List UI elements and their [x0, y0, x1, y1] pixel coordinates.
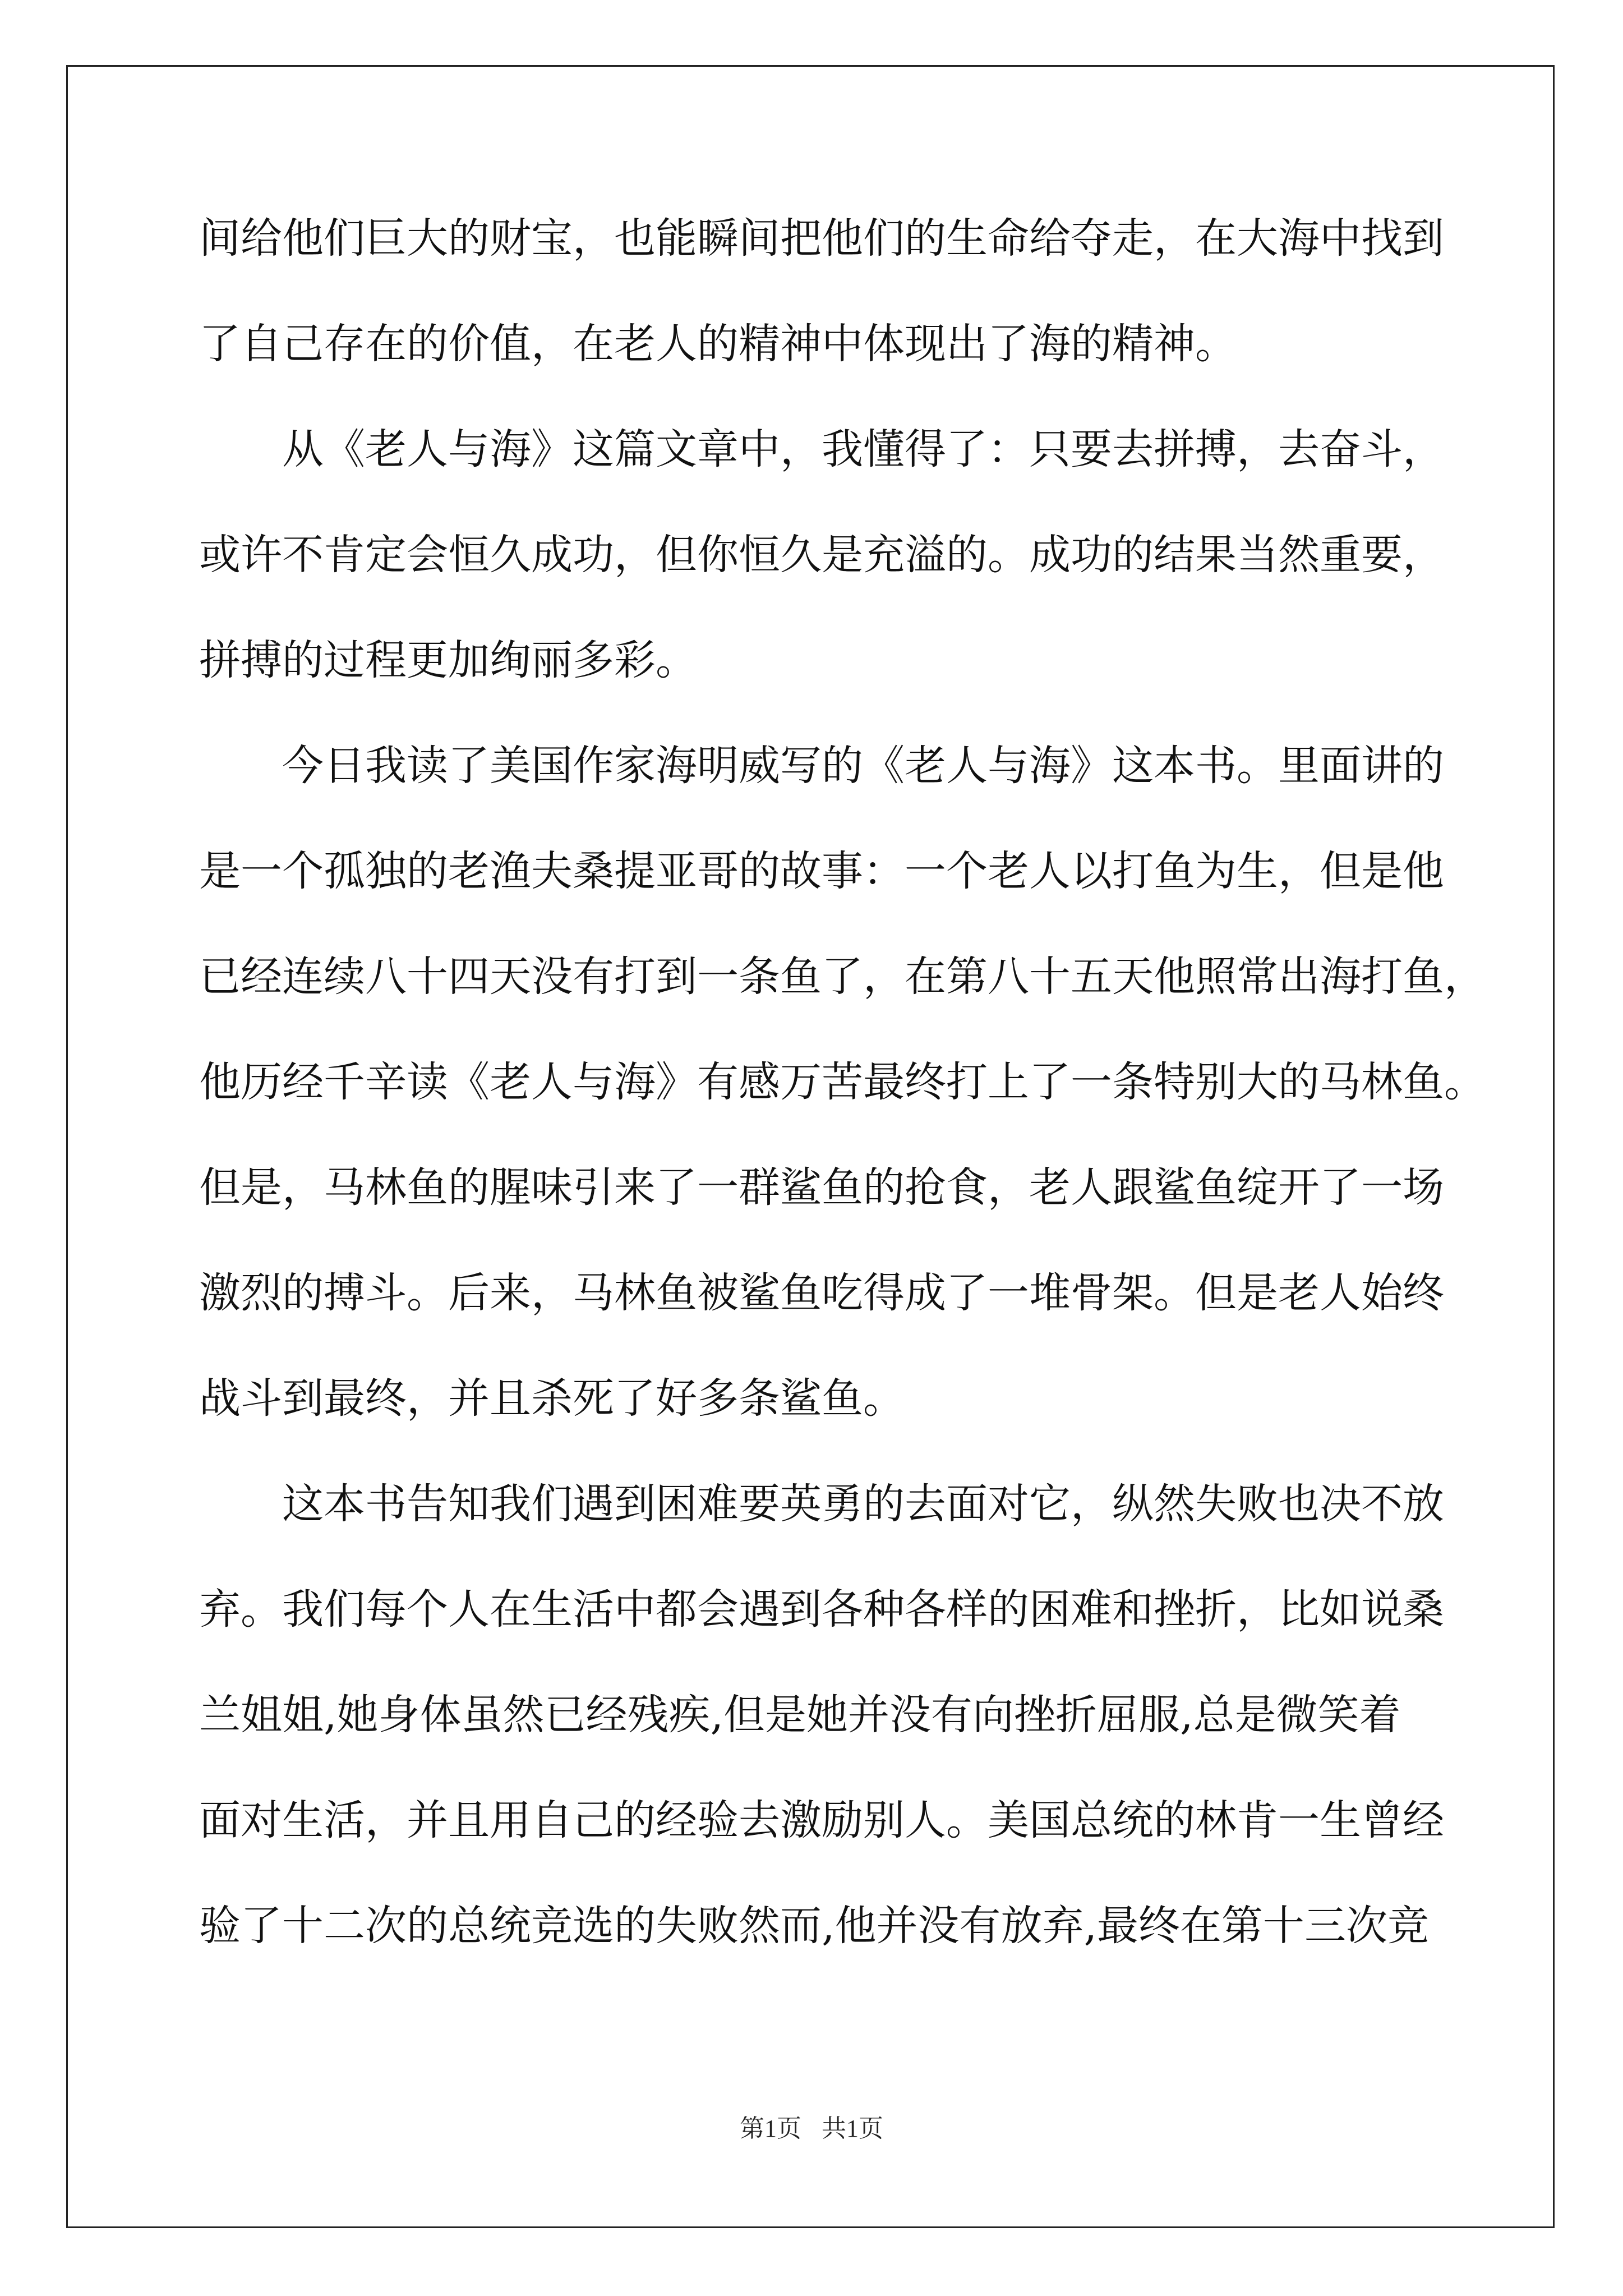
paragraph-first-line: 这本书告知我们遇到困难要英勇的去面对它，纵然失败也决不放 — [282, 1480, 1444, 1528]
page-footer — [0, 2108, 1623, 2144]
page-number-current: 第1页 — [740, 2115, 801, 2142]
text-line: 战斗到最终，并且杀死了好多条鲨鱼。 — [199, 1374, 905, 1423]
text-line: 已经连续八十四天没有打到一条鱼了，在第八十五天他照常出海打鱼， — [199, 953, 1486, 1001]
text-line: 兰姐姐,她身体虽然已经残疾,但是她并没有向挫折屈服,总是微笑着 — [199, 1691, 1401, 1739]
paragraph-first-line: 今日我读了美国作家海明威写的《老人与海》这本书。里面讲的 — [282, 742, 1444, 790]
document-body — [199, 210, 1486, 2003]
text-line: 弃。我们每个人在生活中都会遇到各种各样的困难和挫折，比如说桑 — [199, 1585, 1444, 1634]
text-line: 了自己存在的价值，在老人的精神中体现出了海的精神。 — [199, 320, 1237, 368]
text-line: 他历经千辛读《老人与海》有感万苦最终打上了一条特别大的马林鱼。 — [199, 1058, 1486, 1106]
paragraph-first-line: 从《老人与海》这篇文章中，我懂得了：只要去拼搏，去奋斗， — [282, 425, 1444, 473]
text-line: 面对生活，并且用自己的经验去激励别人。美国总统的林肯一生曾经 — [199, 1796, 1444, 1844]
text-line: 但是，马林鱼的腥味引来了一群鲨鱼的抢食，老人跟鲨鱼绽开了一场 — [199, 1163, 1444, 1212]
text-line: 是一个孤独的老渔夫桑提亚哥的故事：一个老人以打鱼为生，但是他 — [199, 847, 1444, 895]
text-line: 间给他们巨大的财宝，也能瞬间把他们的生命给夺走，在大海中找到 — [199, 214, 1444, 263]
text-line: 验了十二次的总统竞选的失败然而,他并没有放弃,最终在第十三次竞 — [199, 1902, 1430, 1950]
page-number-total: 共1页 — [822, 2115, 883, 2142]
text-line: 或许不肯定会恒久成功，但你恒久是充溢的。成功的结果当然重要， — [199, 531, 1444, 579]
text-line: 激烈的搏斗。后来，马林鱼被鲨鱼吃得成了一堆骨架。但是老人始终 — [199, 1269, 1444, 1317]
text-line: 拼搏的过程更加绚丽多彩。 — [199, 636, 697, 684]
